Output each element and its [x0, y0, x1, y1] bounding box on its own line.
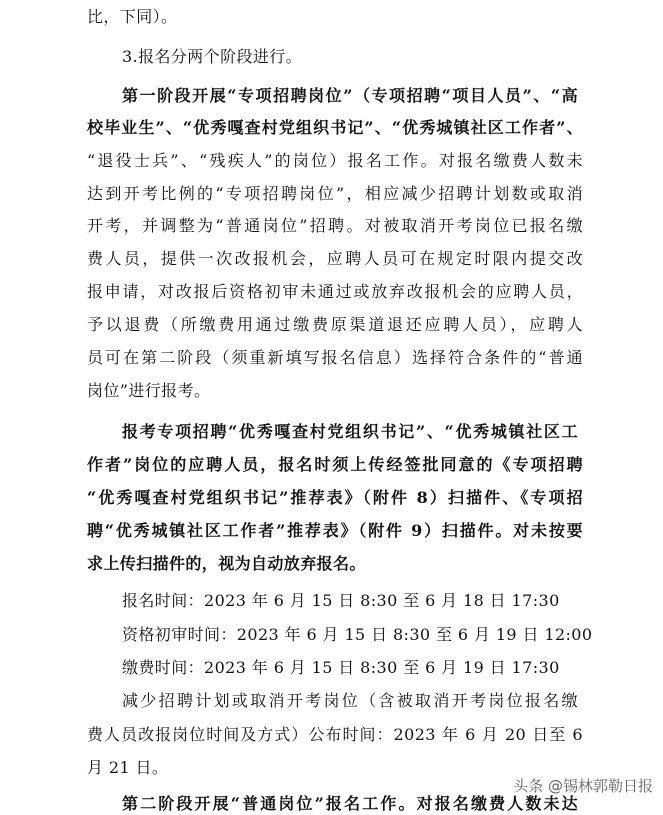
text-line-11: 员可在第二阶段（须重新填写报名信息）选择符合条件的“普通: [87, 348, 583, 367]
text-line-13: 报考专项招聘“优秀嘎查村党组织书记”、“优秀城镇社区工: [122, 422, 578, 441]
text-line-24: 第二阶段开展“普通岗位”报名工作。对报名缴费人数未达: [122, 794, 578, 813]
watermark: 头条 @锡林郭勒日报: [513, 777, 653, 795]
text-line-1: 比，下同）。: [87, 7, 178, 26]
text-line-16: 聘“优秀城镇社区工作者”推荐表》（附件 9）扫描件。对未按要: [87, 521, 583, 540]
text-line-14: 作者”岗位的应聘人员，报名时须上传经签批同意的《专项招聘: [87, 455, 583, 474]
text-line-18: 报名时间：2023 年 6 月 15 日 8:30 至 6 月 18 日 17:30: [122, 591, 560, 610]
text-line-23: 月 21 日。: [87, 758, 169, 777]
text-line-21: 减少招聘计划或取消开考岗位（含被取消开考岗位报名缴: [122, 691, 578, 710]
text-line-10: 予以退费（所缴费用通过缴费原渠道退还应聘人员），应聘人: [87, 315, 583, 334]
text-line-22: 费人员改报岗位时间及方式）公布时间：2023 年 6 月 20 日至 6: [87, 725, 583, 744]
text-line-8: 费人员，提供一次改报机会，应聘人员可在规定时限内提交改: [87, 249, 583, 268]
text-line-20: 缴费时间：2023 年 6 月 15 日 8:30 至 6 月 19 日 17:30: [122, 658, 560, 677]
text-line-19: 资格初审时间：2023 年 6 月 15 日 8:30 至 6 月 19 日 12:00: [122, 625, 593, 644]
text-line-6: 达到开考比例的“专项招聘岗位”，相应减少招聘计划数或取消: [87, 184, 583, 203]
text-line-12: 岗位”进行报考。: [87, 381, 211, 400]
text-line-15: “优秀嘎查村党组织书记”推荐表》（附件 8）扫描件、《专项招: [87, 488, 583, 507]
text-line-17: 求上传扫描件的，视为自动放弃报名。: [87, 554, 366, 573]
text-line-4: 校毕业生”、“优秀嘎查村党组织书记”、“优秀城镇社区工作者”、: [87, 118, 583, 137]
text-line-9: 报申请，对改报后资格初审未通过或放弃改报机会的应聘人员，: [87, 282, 583, 301]
text-line-2: 3.报名分两个阶段进行。: [122, 47, 303, 66]
text-line-7: 开考，并调整为“普通岗位”招聘。对被取消开考岗位已报名缴: [87, 216, 583, 235]
text-line-3: 第一阶段开展“专项招聘岗位”（专项招聘“项目人员”、“高: [122, 86, 578, 105]
text-line-5: “退役士兵”、“残疾人”的岗位）报名工作。对报名缴费人数未: [87, 151, 583, 170]
